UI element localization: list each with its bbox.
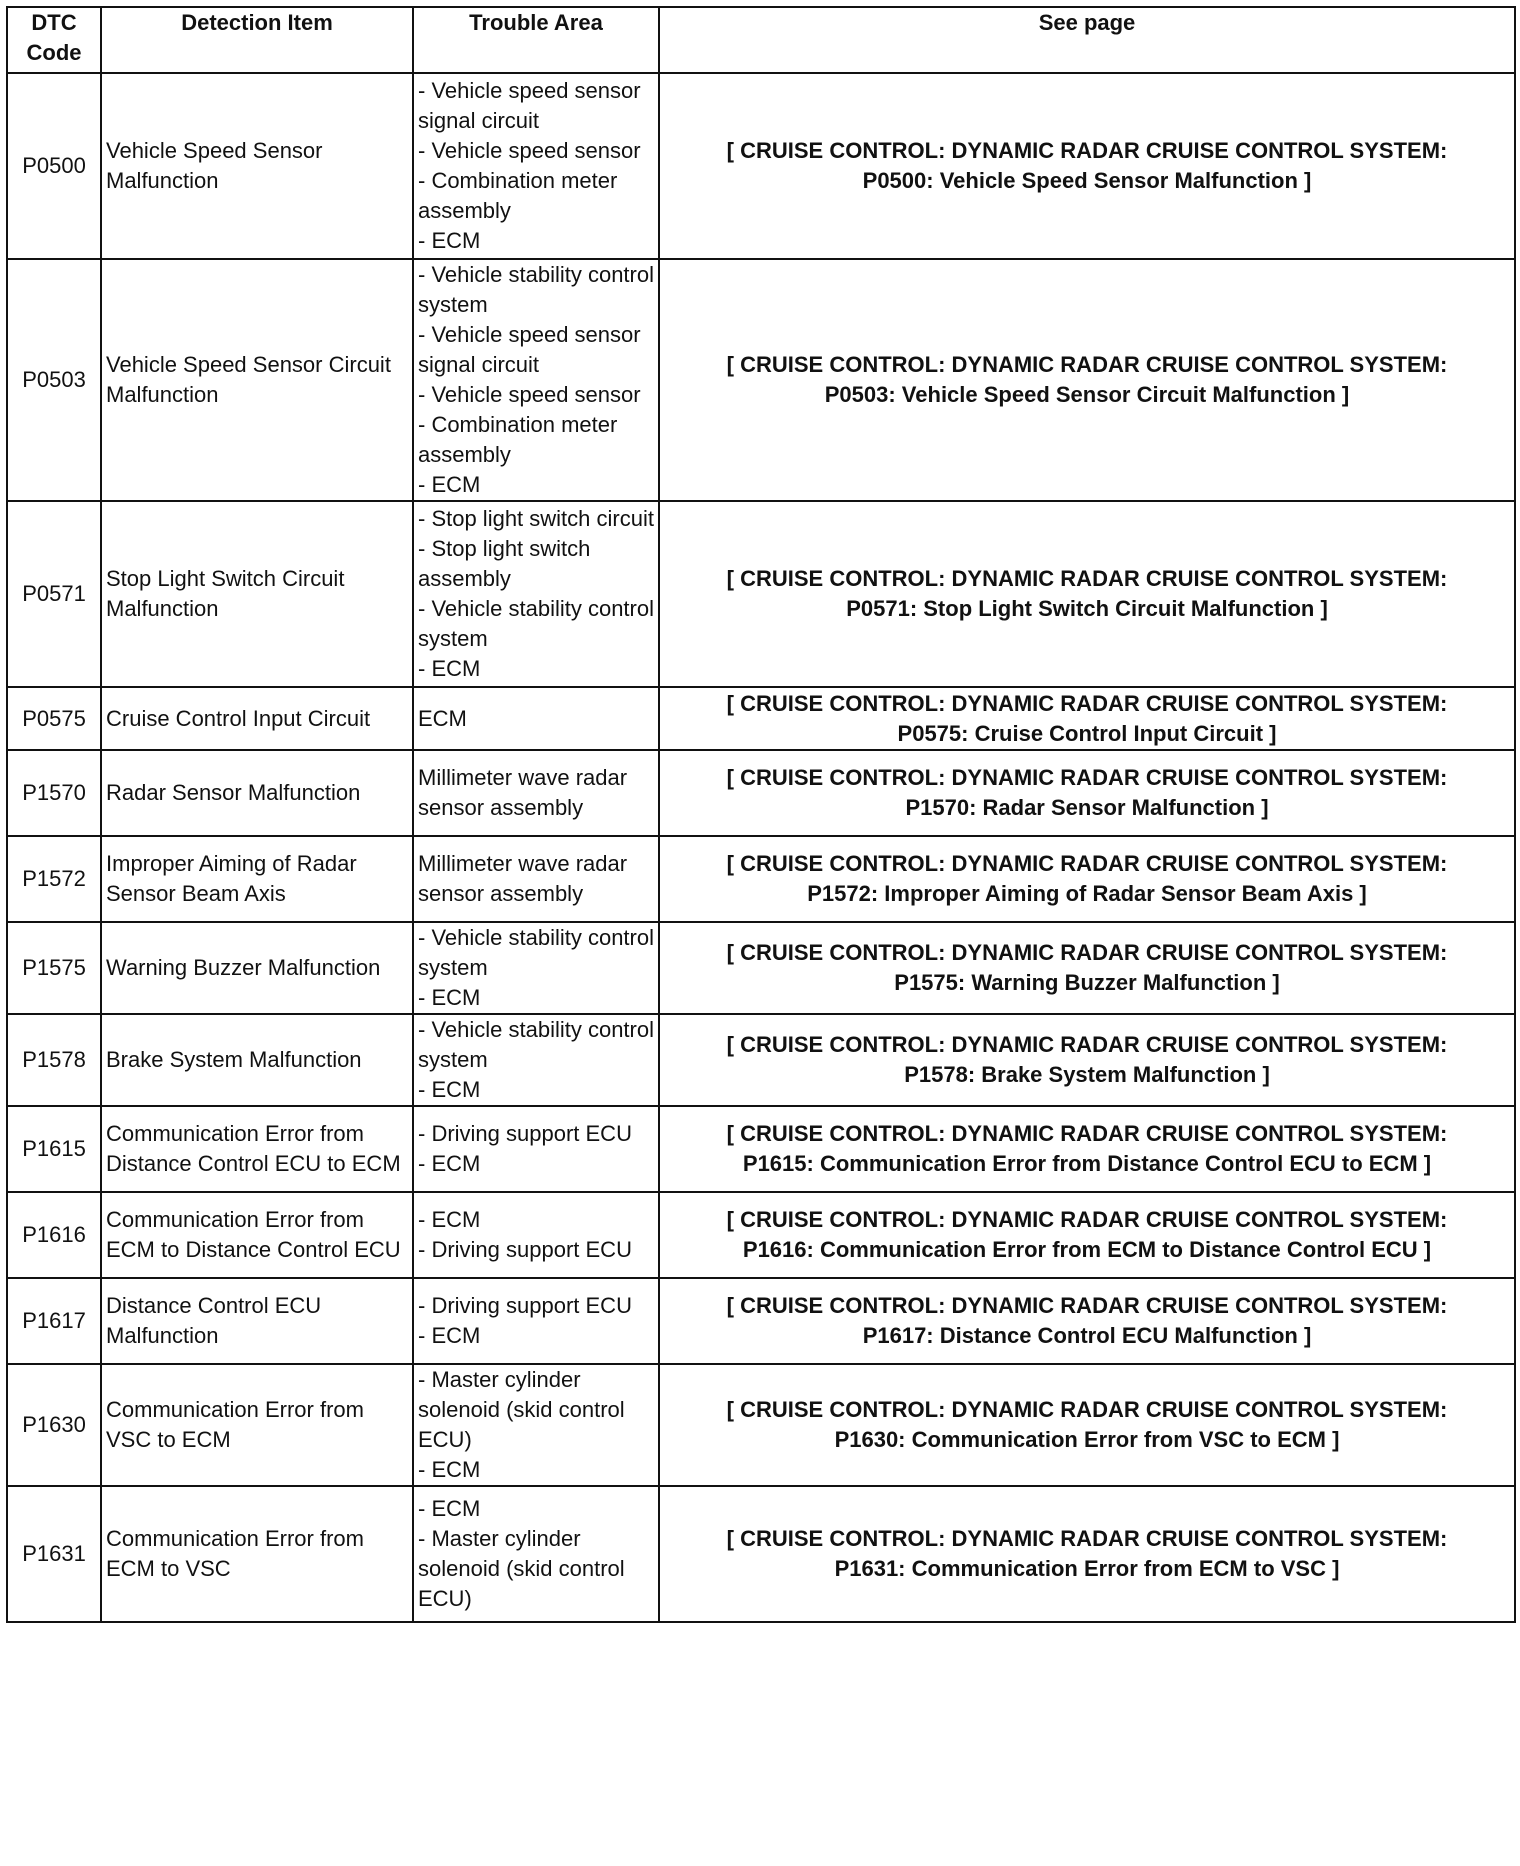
table-row <box>7 1486 1515 1622</box>
see-page-line-2: P1630: Communication Error from VSC to ECM ] <box>834 1427 1340 1452</box>
detection-item-cell: Communication Error from VSC to ECM <box>101 1364 413 1486</box>
see-page-line-1: [ CRUISE CONTROL: DYNAMIC RADAR CRUISE CONTROL SYSTEM: <box>726 940 1448 965</box>
dtc-code-cell: P0571 <box>7 501 101 687</box>
see-page-link[interactable] <box>659 836 1515 922</box>
detection-item-cell: Improper Aiming of Radar Sensor Beam Axis <box>101 836 413 922</box>
detection-item-cell: Warning Buzzer Malfunction <box>101 922 413 1014</box>
see-page-line-2: P0571: Stop Light Switch Circuit Malfunction ] <box>846 596 1328 621</box>
detection-item-cell: Communication Error from ECM to VSC <box>101 1486 413 1622</box>
table-row <box>7 501 1515 687</box>
see-page-link[interactable] <box>659 259 1515 501</box>
see-page-line-2: P1575: Warning Buzzer Malfunction ] <box>894 970 1280 995</box>
detection-item-cell: Radar Sensor Malfunction <box>101 750 413 836</box>
table-row <box>7 73 1515 259</box>
see-page-link[interactable] <box>659 1014 1515 1106</box>
table-row <box>7 1364 1515 1486</box>
see-page-link[interactable] <box>659 73 1515 259</box>
table-row <box>7 687 1515 750</box>
trouble-area-cell: - Vehicle stability control system - ECM <box>413 1014 659 1106</box>
see-page-line-1: [ CRUISE CONTROL: DYNAMIC RADAR CRUISE CONTROL SYSTEM: <box>726 690 1448 716</box>
table-row <box>7 1192 1515 1278</box>
see-page-link[interactable] <box>659 1106 1515 1192</box>
table-body <box>7 73 1515 1622</box>
table-row <box>7 750 1515 836</box>
dtc-code-cell: P1572 <box>7 836 101 922</box>
see-page-link[interactable] <box>659 687 1515 750</box>
see-page-line-1: [ CRUISE CONTROL: DYNAMIC RADAR CRUISE CONTROL SYSTEM: <box>726 352 1448 377</box>
trouble-area-cell: - ECM - Master cylinder solenoid (skid control ECU) <box>413 1486 659 1622</box>
table-row <box>7 1278 1515 1364</box>
table-header <box>7 7 1515 73</box>
header-dtc-code: DTC Code <box>7 7 101 73</box>
header-trouble-area: Trouble Area <box>413 7 659 73</box>
see-page-link[interactable] <box>659 750 1515 836</box>
see-page-link[interactable] <box>659 501 1515 687</box>
trouble-area-cell: Millimeter wave radar sensor assembly <box>413 750 659 836</box>
see-page-line-1: [ CRUISE CONTROL: DYNAMIC RADAR CRUISE CONTROL SYSTEM: <box>726 566 1448 591</box>
see-page-line-1: [ CRUISE CONTROL: DYNAMIC RADAR CRUISE CONTROL SYSTEM: <box>726 1526 1448 1551</box>
header-row <box>7 7 1515 73</box>
detection-item-cell: Stop Light Switch Circuit Malfunction <box>101 501 413 687</box>
detection-item-cell: Cruise Control Input Circuit <box>101 687 413 750</box>
see-page-link[interactable] <box>659 1192 1515 1278</box>
see-page-line-2: P1572: Improper Aiming of Radar Sensor Beam Axis ] <box>807 881 1367 906</box>
trouble-area-cell: - Vehicle stability control system - Vehicle speed sensor signal circuit - Vehicle speed sensor - Combination meter assembly - ECM <box>413 259 659 501</box>
dtc-code-cell: P0503 <box>7 259 101 501</box>
see-page-line-2: P1616: Communication Error from ECM to Distance Control ECU ] <box>742 1237 1432 1262</box>
dtc-code-cell: P1615 <box>7 1106 101 1192</box>
trouble-area-cell: ECM <box>413 687 659 750</box>
table-row <box>7 1106 1515 1192</box>
trouble-area-cell: - Vehicle speed sensor signal circuit - Vehicle speed sensor - Combination meter assembly - ECM <box>413 73 659 259</box>
trouble-area-cell: - Vehicle stability control system - ECM <box>413 922 659 1014</box>
trouble-area-cell: Millimeter wave radar sensor assembly <box>413 836 659 922</box>
see-page-line-2: P1570: Radar Sensor Malfunction ] <box>905 795 1269 820</box>
dtc-table <box>6 6 1516 1623</box>
see-page-link[interactable] <box>659 922 1515 1014</box>
see-page-link[interactable] <box>659 1364 1515 1486</box>
see-page-line-2: P0503: Vehicle Speed Sensor Circuit Malfunction ] <box>824 382 1350 407</box>
dtc-code-cell: P1617 <box>7 1278 101 1364</box>
trouble-area-cell: - Driving support ECU - ECM <box>413 1278 659 1364</box>
see-page-line-1: [ CRUISE CONTROL: DYNAMIC RADAR CRUISE CONTROL SYSTEM: <box>726 138 1448 163</box>
table-row <box>7 1014 1515 1106</box>
header-detection-item: Detection Item <box>101 7 413 73</box>
detection-item-cell: Brake System Malfunction <box>101 1014 413 1106</box>
detection-item-cell: Vehicle Speed Sensor Malfunction <box>101 73 413 259</box>
see-page-link[interactable] <box>659 1486 1515 1622</box>
dtc-code-cell: P0575 <box>7 687 101 750</box>
see-page-line-2: P0500: Vehicle Speed Sensor Malfunction ] <box>862 168 1312 193</box>
detection-item-cell: Communication Error from Distance Control ECU to ECM <box>101 1106 413 1192</box>
dtc-code-cell: P1578 <box>7 1014 101 1106</box>
see-page-line-1: [ CRUISE CONTROL: DYNAMIC RADAR CRUISE CONTROL SYSTEM: <box>726 851 1448 876</box>
dtc-code-cell: P1631 <box>7 1486 101 1622</box>
trouble-area-cell: - Driving support ECU - ECM <box>413 1106 659 1192</box>
dtc-code-cell: P1630 <box>7 1364 101 1486</box>
table-row <box>7 836 1515 922</box>
see-page-line-2: P1578: Brake System Malfunction ] <box>904 1062 1270 1087</box>
see-page-line-2: P0575: Cruise Control Input Circuit ] <box>897 720 1277 746</box>
detection-item-cell: Distance Control ECU Malfunction <box>101 1278 413 1364</box>
dtc-code-cell: P1570 <box>7 750 101 836</box>
see-page-line-2: P1615: Communication Error from Distance Control ECU to ECM ] <box>742 1151 1432 1176</box>
see-page-line-1: [ CRUISE CONTROL: DYNAMIC RADAR CRUISE CONTROL SYSTEM: <box>726 765 1448 790</box>
see-page-line-1: [ CRUISE CONTROL: DYNAMIC RADAR CRUISE CONTROL SYSTEM: <box>726 1293 1448 1318</box>
see-page-line-1: [ CRUISE CONTROL: DYNAMIC RADAR CRUISE CONTROL SYSTEM: <box>726 1207 1448 1232</box>
table-row <box>7 259 1515 501</box>
trouble-area-cell: - Stop light switch circuit - Stop light switch assembly - Vehicle stability control system - ECM <box>413 501 659 687</box>
see-page-line-1: [ CRUISE CONTROL: DYNAMIC RADAR CRUISE CONTROL SYSTEM: <box>726 1032 1448 1057</box>
dtc-code-cell: P0500 <box>7 73 101 259</box>
see-page-line-1: [ CRUISE CONTROL: DYNAMIC RADAR CRUISE CONTROL SYSTEM: <box>726 1397 1448 1422</box>
see-page-link[interactable] <box>659 1278 1515 1364</box>
detection-item-cell: Communication Error from ECM to Distance Control ECU <box>101 1192 413 1278</box>
detection-item-cell: Vehicle Speed Sensor Circuit Malfunction <box>101 259 413 501</box>
see-page-line-1: [ CRUISE CONTROL: DYNAMIC RADAR CRUISE CONTROL SYSTEM: <box>726 1121 1448 1146</box>
table-row <box>7 922 1515 1014</box>
trouble-area-cell: - ECM - Driving support ECU <box>413 1192 659 1278</box>
see-page-line-2: P1617: Distance Control ECU Malfunction ] <box>862 1323 1312 1348</box>
header-see-page: See page <box>659 7 1515 73</box>
dtc-code-cell: P1616 <box>7 1192 101 1278</box>
trouble-area-cell: - Master cylinder solenoid (skid control ECU) - ECM <box>413 1364 659 1486</box>
see-page-line-2: P1631: Communication Error from ECM to VSC ] <box>834 1556 1340 1581</box>
dtc-code-cell: P1575 <box>7 922 101 1014</box>
